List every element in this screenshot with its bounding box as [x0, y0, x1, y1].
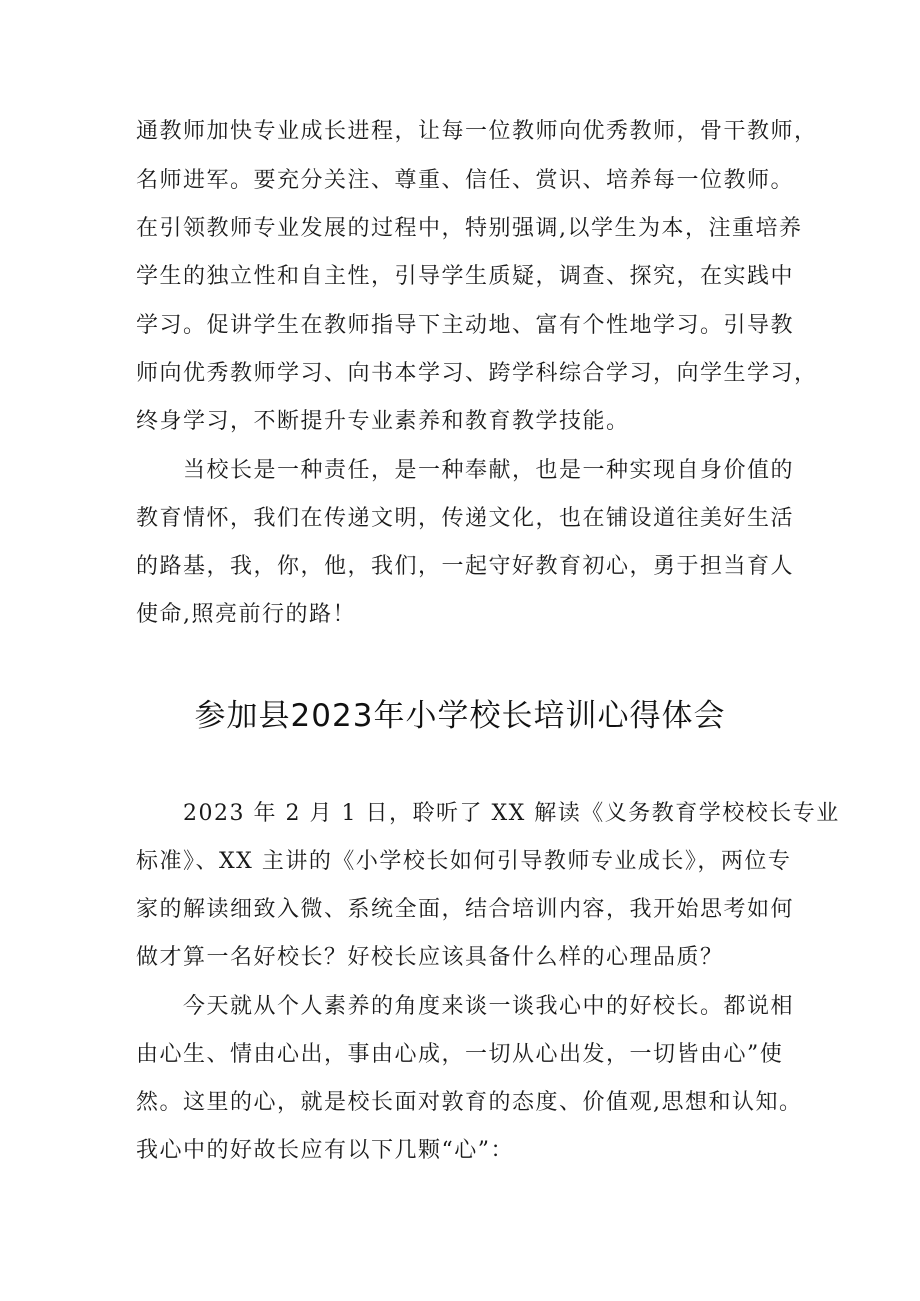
text-line: 标准》、XX 主讲的《小学校长如何引导教师专业成长》，两位专	[136, 849, 792, 874]
text-line: 学生的独立性和自主性，引导学生质疑，调查、探究，在实践中	[136, 264, 795, 289]
text-line: 终身学习，不断提升专业素养和教育教学技能。	[136, 409, 630, 434]
text-line: 名师进军。要充分关注、尊重、信任、赏识、培养每一位教师。	[136, 168, 795, 193]
text-line: 师向优秀教师学习、向书本学习、跨学科综合学习，向学生学习，	[136, 361, 818, 386]
text-line: 使命,照亮前行的路！	[136, 602, 356, 627]
text-line: 我心中的好故长应有以下几颗“心”：	[136, 1138, 514, 1163]
text-line: 的路基，我，你，他，我们，一起守好教育初心，勇于担当育人	[136, 554, 795, 579]
text-line: 2023 年 2 月 1 日，聆听了 XX 解读《义务教育学校校长专业	[183, 801, 840, 826]
text-line: 当校长是一种责任，是一种奉献，也是一种实现自身价值的	[183, 458, 795, 483]
text-line: 在引领教师专业发展的过程中，特别强调,以学生为本，注重培养	[136, 216, 803, 241]
text-line: 由心生、情由心出，事由心成，一切从心出发，一切皆由心”使	[136, 1042, 784, 1067]
page-title: 参加县2023年小学校长培训心得体会	[194, 698, 726, 734]
text-line: 今天就从个人素养的角度来谈一谈我心中的好校长。都说相	[183, 994, 795, 1019]
text-line: 然。这里的心，就是校长面对敦育的态度、价值观,思想和认知。	[136, 1090, 803, 1115]
text-line: 通教师加快专业成长进程，让每一位教师向优秀教师，骨干教师，	[136, 119, 818, 144]
text-line: 学习。促讲学生在教师指导下主动地、富有个性地学习。引导教	[136, 313, 795, 338]
text-line: 教育情怀，我们在传递文明，传递文化，也在铺设道往美好生活	[136, 506, 795, 531]
text-line: 家的解读细致入微、系统全面，结合培训内容，我开始思考如何	[136, 897, 795, 922]
text-line: 做才算一名好校长？好校长应该具备什么样的心理品质？	[136, 945, 724, 970]
